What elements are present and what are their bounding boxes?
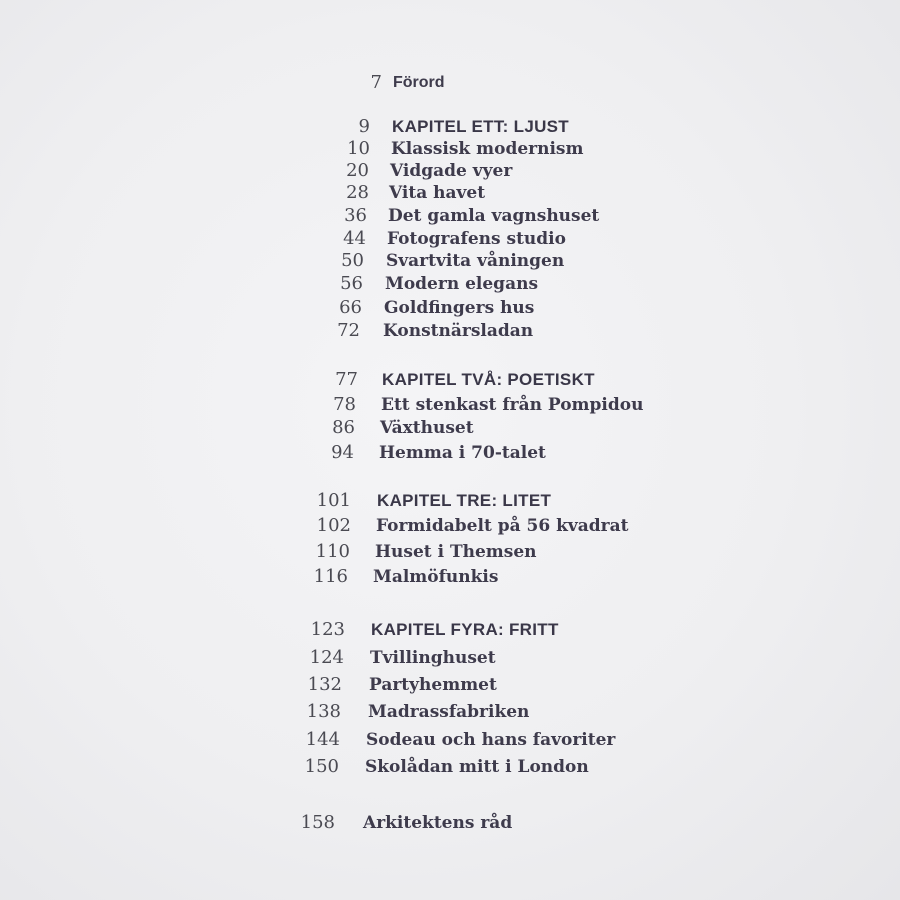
entry-title: Modern elegans bbox=[385, 274, 539, 294]
toc-entry-closing bbox=[290, 812, 690, 838]
entry-title: Klassisk modernism bbox=[391, 139, 584, 159]
page-number: 44 bbox=[343, 228, 366, 249]
page-number: 78 bbox=[333, 394, 356, 415]
page-number: 123 bbox=[310, 619, 345, 640]
page-number: 28 bbox=[346, 182, 369, 203]
entry-title: Växthuset bbox=[380, 418, 474, 438]
page-number: 7 bbox=[370, 72, 382, 93]
entry-title: Hemma i 70-talet bbox=[379, 443, 546, 463]
page-number: 9 bbox=[358, 116, 370, 137]
entry-title: Formidabelt på 56 kvadrat bbox=[376, 516, 629, 536]
page-number: 124 bbox=[309, 647, 344, 668]
entry-title: Goldfingers hus bbox=[384, 298, 535, 318]
toc-entry bbox=[300, 320, 700, 346]
toc-entry bbox=[300, 442, 700, 468]
toc-entry bbox=[300, 674, 700, 700]
entry-title: Madrassfabriken bbox=[368, 702, 530, 722]
page-number: 36 bbox=[344, 205, 367, 226]
entry-title: Huset i Themsen bbox=[375, 542, 537, 562]
entry-title: Tvillinghuset bbox=[370, 648, 496, 668]
toc-entry bbox=[300, 541, 700, 567]
page-number: 144 bbox=[305, 729, 340, 750]
entry-title: Ett stenkast från Pompidou bbox=[381, 395, 644, 415]
entry-title: Skolådan mitt i London bbox=[365, 757, 589, 777]
entry-title: Vita havet bbox=[389, 183, 486, 203]
page-number: 101 bbox=[316, 490, 351, 511]
toc-entry bbox=[300, 701, 700, 727]
entry-title: Det gamla vagnshuset bbox=[388, 206, 600, 226]
page-number: 158 bbox=[300, 812, 335, 833]
entry-title: Förord bbox=[393, 74, 445, 91]
page-number: 50 bbox=[341, 250, 364, 271]
entry-title: Fotografens studio bbox=[387, 229, 566, 249]
toc-entry bbox=[300, 756, 700, 782]
page-number: 102 bbox=[316, 515, 351, 536]
chapter-heading-tre bbox=[300, 490, 700, 516]
page-number: 10 bbox=[347, 138, 370, 159]
toc-entry-forord bbox=[372, 72, 532, 98]
chapter-title: KAPITEL TVÅ: POETISKT bbox=[382, 370, 595, 389]
page-number: 86 bbox=[332, 417, 355, 438]
page-number: 110 bbox=[315, 541, 350, 562]
toc-entry bbox=[300, 515, 700, 541]
toc-entry bbox=[300, 273, 700, 299]
page-number: 66 bbox=[339, 297, 362, 318]
page-number: 150 bbox=[304, 756, 339, 777]
page-number: 56 bbox=[340, 273, 363, 294]
page-number: 138 bbox=[306, 701, 341, 722]
toc-entry bbox=[300, 647, 700, 673]
entry-title: Arkitektens råd bbox=[363, 813, 513, 833]
entry-title: Vidgade vyer bbox=[390, 161, 513, 181]
entry-title: Sodeau och hans favoriter bbox=[366, 730, 616, 750]
toc-entry bbox=[300, 417, 700, 443]
chapter-title: KAPITEL TRE: LITET bbox=[377, 491, 552, 510]
toc-entry bbox=[300, 729, 700, 755]
chapter-heading-tva bbox=[300, 369, 700, 395]
entry-title: Malmöfunkis bbox=[373, 567, 499, 587]
page-number: 132 bbox=[307, 674, 342, 695]
page-number: 94 bbox=[331, 442, 354, 463]
entry-title: Konstnärsladan bbox=[383, 321, 534, 341]
page-number: 72 bbox=[337, 320, 360, 341]
entry-title: Svartvita våningen bbox=[386, 251, 565, 271]
toc-entry bbox=[300, 566, 700, 592]
chapter-title: KAPITEL ETT: LJUST bbox=[392, 117, 569, 136]
chapter-heading-fyra bbox=[300, 619, 700, 645]
entry-title: Partyhemmet bbox=[369, 675, 497, 695]
page-number: 20 bbox=[346, 160, 369, 181]
chapter-title: KAPITEL FYRA: FRITT bbox=[371, 620, 559, 639]
page-number: 116 bbox=[313, 566, 348, 587]
page-number: 77 bbox=[335, 369, 358, 390]
